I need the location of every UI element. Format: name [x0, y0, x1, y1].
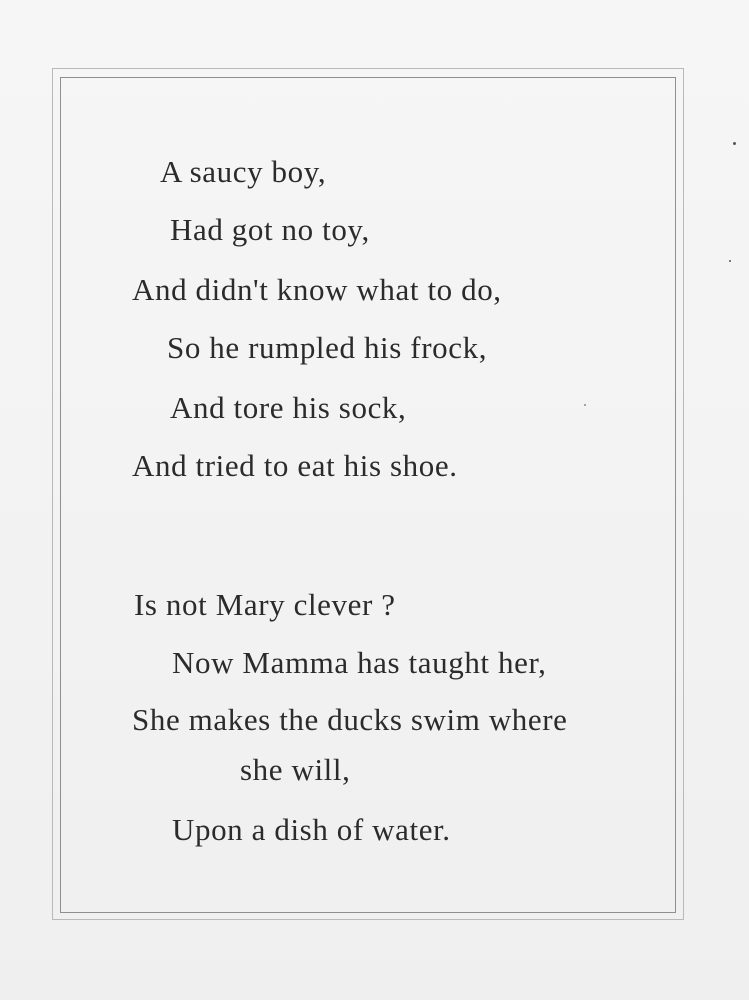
poem-2-line-5: Upon a dish of water.	[172, 812, 451, 847]
poem-2-line-1: Is not Mary clever ?	[134, 587, 396, 622]
poem-2-line-4: she will,	[240, 752, 351, 787]
poem-1-line-6: And tried to eat his shoe.	[132, 448, 458, 483]
scan-speck	[584, 404, 586, 406]
page-border-inner	[60, 77, 676, 913]
poem-1-line-1: A saucy boy,	[160, 154, 327, 189]
scan-speck	[729, 260, 731, 262]
poem-1-line-2: Had got no toy,	[170, 212, 370, 247]
scan-speck	[733, 142, 736, 145]
poem-1-line-5: And tore his sock,	[170, 390, 407, 425]
poem-2-line-2: Now Mamma has taught her,	[172, 645, 547, 680]
poem-1-line-3: And didn't know what to do,	[132, 272, 502, 307]
poem-1-line-4: So he rumpled his frock,	[167, 330, 488, 365]
poem-2-line-3: She makes the ducks swim where	[132, 702, 568, 737]
